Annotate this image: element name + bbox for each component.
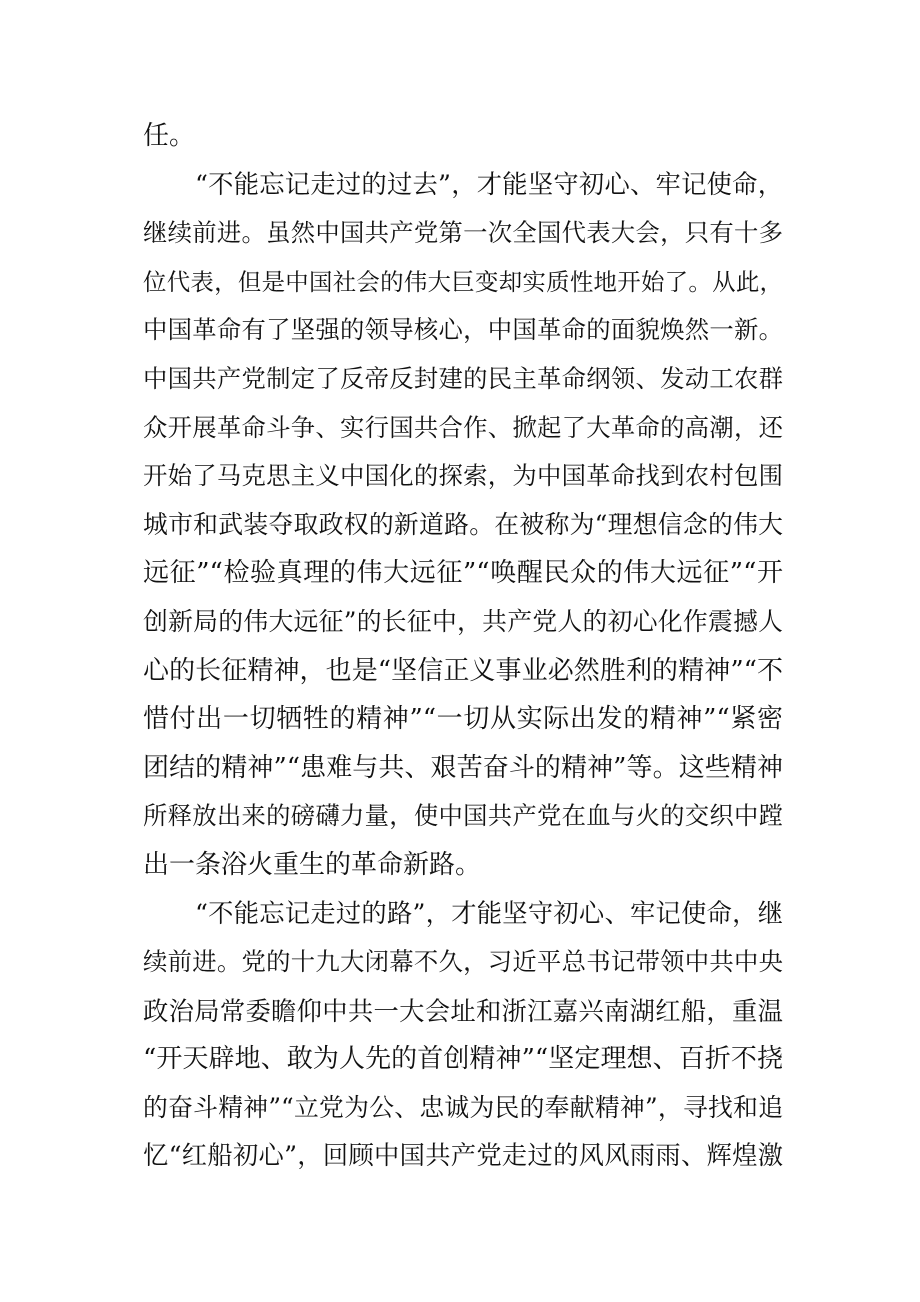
text-line: 中国革命有了坚强的领导核心，中国革命的面貌焕然一新。: [143, 315, 783, 345]
text-line: 众开展革命斗争、实行国共合作、掀起了大革命的高潮，还: [143, 412, 783, 442]
text-line: 任。: [143, 121, 196, 151]
text-line: 忆“红船初心”，回顾中国共产党走过的风风雨雨、辉煌激: [143, 1141, 783, 1171]
text-line: 心的长征精神，也是“坚信正义事业必然胜利的精神”“不: [143, 655, 783, 686]
text-line: 开始了马克思主义中国化的探索，为中国革命找到农村包围: [143, 461, 783, 491]
text-line: 团结的精神”“患难与共、艰苦奋斗的精神”等。这些精神: [143, 752, 783, 783]
text-line: 惜付出一切牺牲的精神”“一切从实际出发的精神”“紧密: [143, 704, 783, 735]
text-line: 创新局的伟大远征”的长征中，共产党人的初心化作震撼人: [143, 606, 783, 636]
text-line: “不能忘记走过的路”，才能坚守初心、牢记使命，继: [195, 898, 783, 928]
text-line: 中国共产党制定了反帝反封建的民主革命纲领、发动工农群: [143, 363, 783, 393]
text-line: 城市和武装夺取政权的新道路。在被称为“理想信念的伟大: [143, 509, 783, 539]
text-line: “不能忘记走过的过去”，才能坚守初心、牢记使命，: [195, 169, 783, 199]
text-line: “开天辟地、敢为人先的首创精神”“坚定理想、百折不挠: [143, 1044, 783, 1075]
body-text: [143, 112, 783, 1181]
text-line: 出一条浴火重生的革命新路。: [143, 849, 482, 880]
text-line: 位代表，但是中国社会的伟大巨变却实质性地开始了。从此，: [143, 267, 783, 296]
text-line: 续前进。党的十九大闭幕不久，习近平总书记带领中共中央: [143, 947, 783, 977]
text-line: 继续前进。虽然中国共产党第一次全国代表大会，只有十多: [143, 218, 783, 248]
text-line: 所释放出来的磅礴力量，使中国共产党在血与火的交织中蹚: [143, 801, 783, 831]
text-line: 远征”“检验真理的伟大远征”“唤醒民众的伟大远征”“开: [143, 558, 783, 589]
text-line: 政治局常委瞻仰中共一大会址和浙江嘉兴南湖红船，重温: [143, 995, 783, 1026]
text-line: 的奋斗精神”“立党为公、忠诚为民的奉献精神”，寻找和追: [143, 1092, 783, 1122]
